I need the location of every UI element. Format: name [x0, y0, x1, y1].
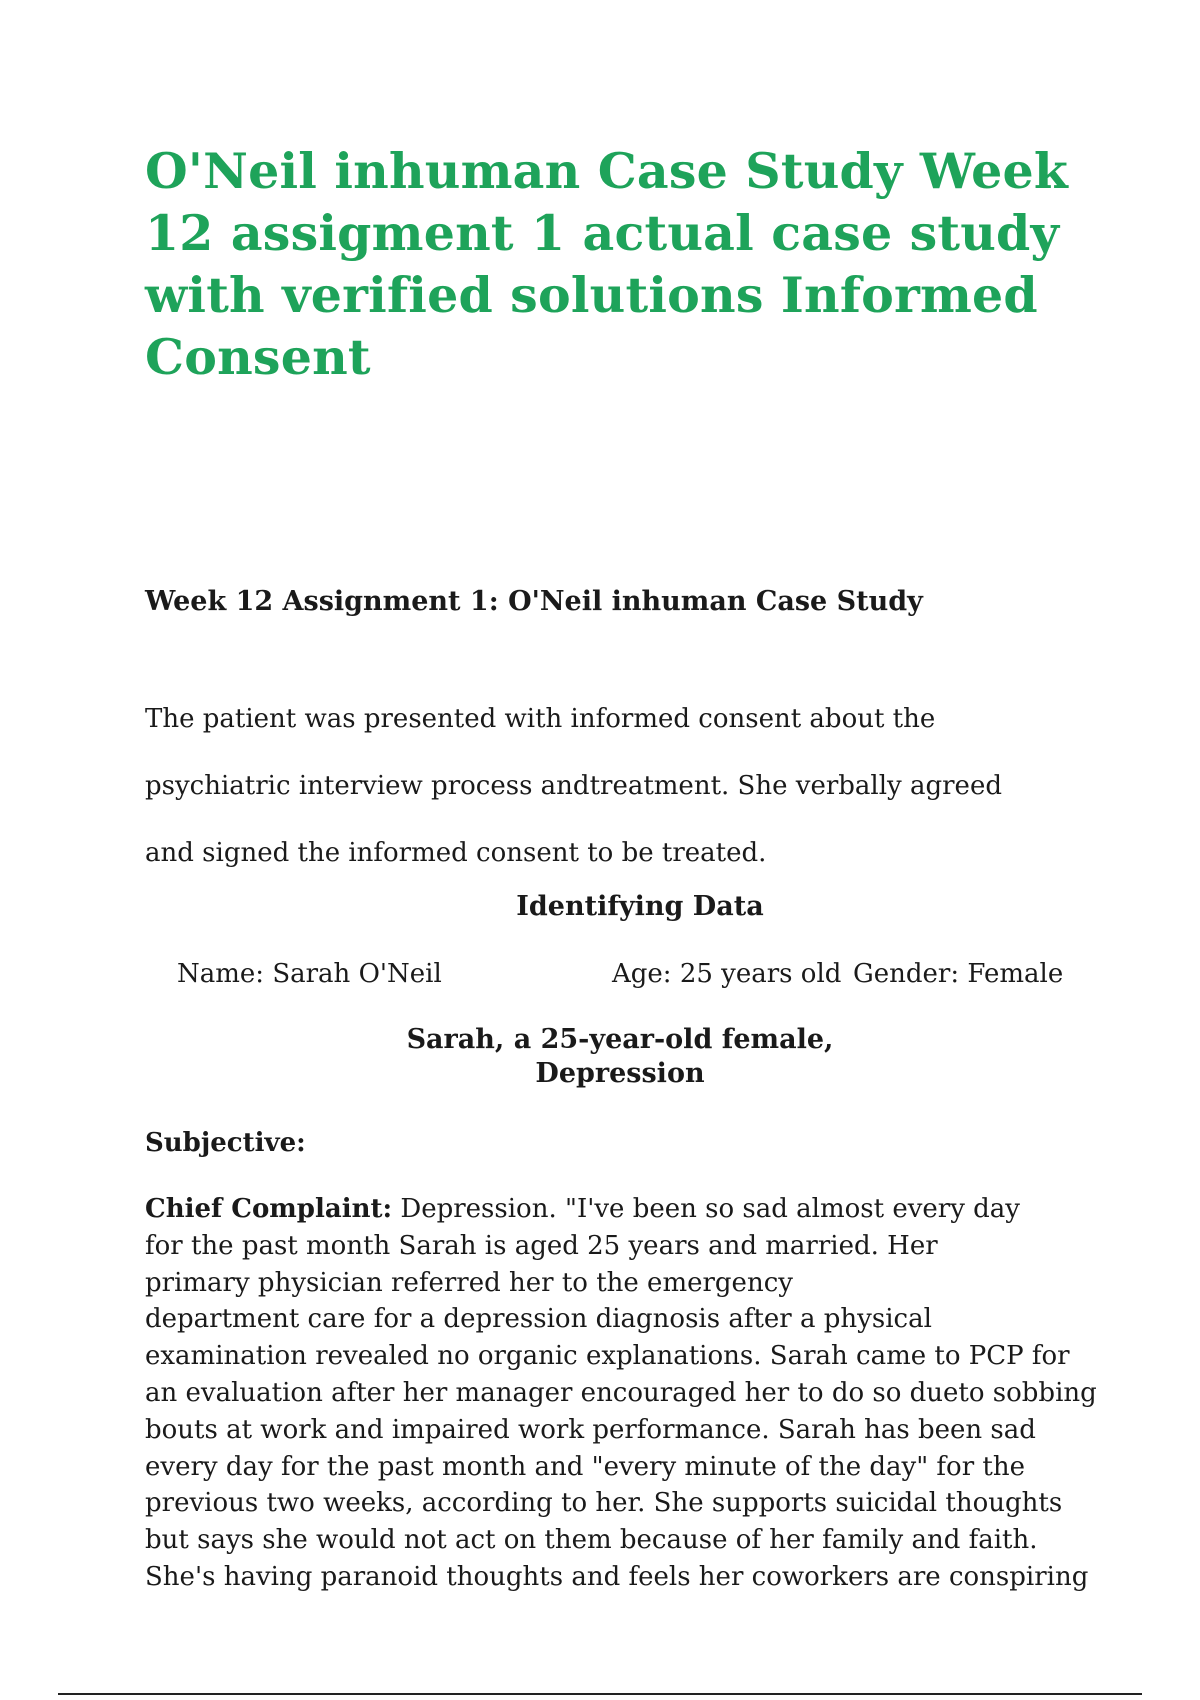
chief-complaint-label: Chief Complaint:	[145, 1194, 393, 1224]
summary-line: Sarah, a 25-year-old female,	[406, 1024, 834, 1055]
patient-summary	[0, 1023, 1200, 1091]
patient-name: Name: Sarah O'Neil	[177, 959, 442, 989]
identifying-data-heading: Identifying Data	[516, 891, 764, 922]
chief-complaint-paragraph	[145, 1191, 1097, 1596]
complaint-line	[145, 1191, 1085, 1228]
complaint-line: bouts at work and impaired work performance. Sarah has been sad	[145, 1414, 1036, 1445]
complaint-line: but says she would not act on them because of her family and faith.	[145, 1525, 1038, 1556]
page-title: O'Neil inhuman Case Study Week 12 assigment 1 actual case study with verified solutions Informed Consent	[145, 142, 1069, 386]
complaint-line: examination revealed no organic explanations. Sarah came to PCP for	[145, 1341, 1070, 1372]
page-bottom-divider	[58, 1693, 1142, 1695]
complaint-line: previous two weeks, according to her. She supports suicidal thoughts	[145, 1488, 1063, 1519]
assignment-heading: Week 12 Assignment 1: O'Neil inhuman Case Study	[145, 586, 923, 617]
subjective-heading: Subjective:	[145, 1128, 306, 1158]
complaint-line: She's having paranoid thoughts and feels her coworkers are conspiring	[145, 1561, 1089, 1592]
consent-line: psychiatric interview process andtreatment. She verbally agreed	[145, 771, 1002, 801]
patient-age: Age: 25 years old	[612, 959, 842, 989]
complaint-line: an evaluation after her manager encouraged her to do so dueto sobbing	[145, 1377, 1097, 1408]
complaint-line: every day for the past month and "every minute of the day" for the	[145, 1451, 1025, 1482]
summary-diagnosis: Depression	[535, 1058, 705, 1089]
patient-gender: Gender: Female	[853, 959, 1064, 989]
consent-line: The patient was presented with informed consent about the	[145, 704, 936, 734]
complaint-line: primary physician referred her to the emergency	[145, 1267, 793, 1298]
complaint-text: Depression. "I've been so sad almost every day	[392, 1194, 1020, 1224]
informed-consent-paragraph	[145, 686, 1065, 887]
complaint-line: department care for a depression diagnosis after a physical	[145, 1304, 932, 1335]
identifying-data-row	[0, 956, 1200, 992]
complaint-line: for the past month Sarah is aged 25 years and married. Her	[145, 1230, 938, 1261]
consent-line: and signed the informed consent to be treated.	[145, 838, 767, 868]
